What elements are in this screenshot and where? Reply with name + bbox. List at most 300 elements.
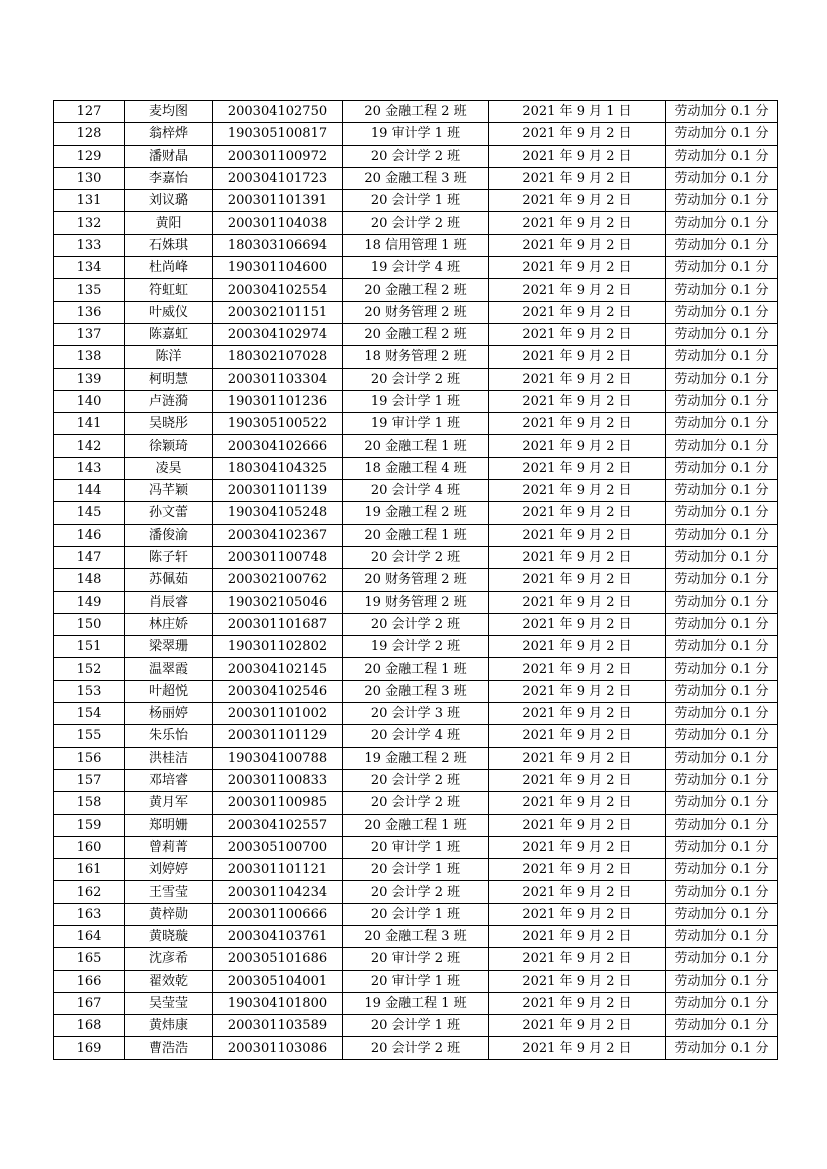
remark: 劳动加分 0.1 分 bbox=[666, 123, 778, 145]
remark: 劳动加分 0.1 分 bbox=[666, 992, 778, 1014]
table-row bbox=[54, 925, 778, 947]
row-number: 142 bbox=[54, 435, 125, 457]
student-name: 李嘉怡 bbox=[125, 167, 213, 189]
student-name: 黄晓璇 bbox=[125, 925, 213, 947]
activity-date: 2021 年 9 月 2 日 bbox=[489, 859, 666, 881]
row-number: 132 bbox=[54, 212, 125, 234]
activity-date: 2021 年 9 月 2 日 bbox=[489, 970, 666, 992]
student-id: 200301101139 bbox=[213, 480, 343, 502]
table-row bbox=[54, 903, 778, 925]
student-id: 200301100666 bbox=[213, 903, 343, 925]
row-number: 168 bbox=[54, 1015, 125, 1037]
student-id: 200304102554 bbox=[213, 279, 343, 301]
student-id: 200304101723 bbox=[213, 167, 343, 189]
record-table bbox=[53, 100, 778, 1060]
student-name: 杜尚峰 bbox=[125, 257, 213, 279]
activity-date: 2021 年 9 月 2 日 bbox=[489, 836, 666, 858]
row-number: 158 bbox=[54, 792, 125, 814]
row-number: 163 bbox=[54, 903, 125, 925]
table-row bbox=[54, 167, 778, 189]
class-name: 18 信用管理 1 班 bbox=[343, 234, 489, 256]
table-row bbox=[54, 591, 778, 613]
remark: 劳动加分 0.1 分 bbox=[666, 925, 778, 947]
class-name: 20 会计学 1 班 bbox=[343, 1015, 489, 1037]
table-row bbox=[54, 569, 778, 591]
remark: 劳动加分 0.1 分 bbox=[666, 881, 778, 903]
class-name: 19 金融工程 2 班 bbox=[343, 502, 489, 524]
activity-date: 2021 年 9 月 2 日 bbox=[489, 413, 666, 435]
remark: 劳动加分 0.1 分 bbox=[666, 546, 778, 568]
remark: 劳动加分 0.1 分 bbox=[666, 480, 778, 502]
table-row bbox=[54, 457, 778, 479]
class-name: 20 会计学 1 班 bbox=[343, 859, 489, 881]
row-number: 145 bbox=[54, 502, 125, 524]
student-id: 180303106694 bbox=[213, 234, 343, 256]
row-number: 128 bbox=[54, 123, 125, 145]
student-name: 叶超悦 bbox=[125, 680, 213, 702]
activity-date: 2021 年 9 月 1 日 bbox=[489, 101, 666, 123]
remark: 劳动加分 0.1 分 bbox=[666, 346, 778, 368]
student-name: 温翠霞 bbox=[125, 658, 213, 680]
row-number: 135 bbox=[54, 279, 125, 301]
student-name: 肖辰睿 bbox=[125, 591, 213, 613]
table-row bbox=[54, 435, 778, 457]
row-number: 133 bbox=[54, 234, 125, 256]
class-name: 20 会计学 2 班 bbox=[343, 792, 489, 814]
student-name: 卢涟漪 bbox=[125, 390, 213, 412]
student-name: 翟效乾 bbox=[125, 970, 213, 992]
class-name: 19 财务管理 2 班 bbox=[343, 591, 489, 613]
remark: 劳动加分 0.1 分 bbox=[666, 145, 778, 167]
activity-date: 2021 年 9 月 2 日 bbox=[489, 123, 666, 145]
student-id: 190304101800 bbox=[213, 992, 343, 1014]
row-number: 157 bbox=[54, 769, 125, 791]
class-name: 20 金融工程 1 班 bbox=[343, 814, 489, 836]
row-number: 166 bbox=[54, 970, 125, 992]
student-id: 200304102557 bbox=[213, 814, 343, 836]
activity-date: 2021 年 9 月 2 日 bbox=[489, 613, 666, 635]
student-id: 200301101687 bbox=[213, 613, 343, 635]
student-id: 200301101391 bbox=[213, 190, 343, 212]
remark: 劳动加分 0.1 分 bbox=[666, 948, 778, 970]
student-id: 190302105046 bbox=[213, 591, 343, 613]
table-row bbox=[54, 212, 778, 234]
student-name: 潘财晶 bbox=[125, 145, 213, 167]
table-row bbox=[54, 725, 778, 747]
student-name: 黄梓勋 bbox=[125, 903, 213, 925]
remark: 劳动加分 0.1 分 bbox=[666, 457, 778, 479]
student-id: 200301104234 bbox=[213, 881, 343, 903]
row-number: 155 bbox=[54, 725, 125, 747]
student-name: 曹浩浩 bbox=[125, 1037, 213, 1059]
table-row bbox=[54, 145, 778, 167]
class-name: 20 会计学 2 班 bbox=[343, 145, 489, 167]
row-number: 154 bbox=[54, 703, 125, 725]
student-id: 180302107028 bbox=[213, 346, 343, 368]
row-number: 138 bbox=[54, 346, 125, 368]
class-name: 18 金融工程 4 班 bbox=[343, 457, 489, 479]
student-name: 沈彦希 bbox=[125, 948, 213, 970]
row-number: 152 bbox=[54, 658, 125, 680]
activity-date: 2021 年 9 月 2 日 bbox=[489, 1037, 666, 1059]
student-name: 麦均图 bbox=[125, 101, 213, 123]
activity-date: 2021 年 9 月 2 日 bbox=[489, 948, 666, 970]
class-name: 20 金融工程 2 班 bbox=[343, 101, 489, 123]
table-row bbox=[54, 480, 778, 502]
student-id: 200301103304 bbox=[213, 368, 343, 390]
row-number: 148 bbox=[54, 569, 125, 591]
table-row bbox=[54, 703, 778, 725]
row-number: 140 bbox=[54, 390, 125, 412]
class-name: 20 审计学 1 班 bbox=[343, 836, 489, 858]
class-name: 19 会计学 2 班 bbox=[343, 636, 489, 658]
activity-date: 2021 年 9 月 2 日 bbox=[489, 390, 666, 412]
class-name: 20 会计学 2 班 bbox=[343, 769, 489, 791]
table-row bbox=[54, 502, 778, 524]
student-id: 200305100700 bbox=[213, 836, 343, 858]
student-name: 杨丽婷 bbox=[125, 703, 213, 725]
student-id: 180304104325 bbox=[213, 457, 343, 479]
row-number: 164 bbox=[54, 925, 125, 947]
activity-date: 2021 年 9 月 2 日 bbox=[489, 569, 666, 591]
student-name: 吴莹莹 bbox=[125, 992, 213, 1014]
student-id: 200301100985 bbox=[213, 792, 343, 814]
student-id: 190304105248 bbox=[213, 502, 343, 524]
student-name: 翁梓烨 bbox=[125, 123, 213, 145]
student-name: 苏佩茹 bbox=[125, 569, 213, 591]
student-id: 200302101151 bbox=[213, 301, 343, 323]
remark: 劳动加分 0.1 分 bbox=[666, 970, 778, 992]
row-number: 167 bbox=[54, 992, 125, 1014]
remark: 劳动加分 0.1 分 bbox=[666, 725, 778, 747]
class-name: 20 财务管理 2 班 bbox=[343, 301, 489, 323]
activity-date: 2021 年 9 月 2 日 bbox=[489, 368, 666, 390]
table-row bbox=[54, 747, 778, 769]
table-row bbox=[54, 881, 778, 903]
remark: 劳动加分 0.1 分 bbox=[666, 814, 778, 836]
table-row bbox=[54, 836, 778, 858]
student-name: 陈嘉虹 bbox=[125, 323, 213, 345]
table-row bbox=[54, 413, 778, 435]
remark: 劳动加分 0.1 分 bbox=[666, 390, 778, 412]
remark: 劳动加分 0.1 分 bbox=[666, 658, 778, 680]
student-id: 200304102750 bbox=[213, 101, 343, 123]
row-number: 147 bbox=[54, 546, 125, 568]
activity-date: 2021 年 9 月 2 日 bbox=[489, 234, 666, 256]
table-row bbox=[54, 546, 778, 568]
activity-date: 2021 年 9 月 2 日 bbox=[489, 257, 666, 279]
student-name: 孙文蕾 bbox=[125, 502, 213, 524]
class-name: 20 金融工程 3 班 bbox=[343, 167, 489, 189]
class-name: 20 会计学 2 班 bbox=[343, 613, 489, 635]
remark: 劳动加分 0.1 分 bbox=[666, 769, 778, 791]
activity-date: 2021 年 9 月 2 日 bbox=[489, 457, 666, 479]
student-id: 200304103761 bbox=[213, 925, 343, 947]
student-id: 200304102367 bbox=[213, 524, 343, 546]
student-id: 200301101121 bbox=[213, 859, 343, 881]
row-number: 141 bbox=[54, 413, 125, 435]
remark: 劳动加分 0.1 分 bbox=[666, 190, 778, 212]
remark: 劳动加分 0.1 分 bbox=[666, 368, 778, 390]
student-name: 洪桂洁 bbox=[125, 747, 213, 769]
student-id: 190301102802 bbox=[213, 636, 343, 658]
activity-date: 2021 年 9 月 2 日 bbox=[489, 546, 666, 568]
class-name: 20 金融工程 3 班 bbox=[343, 680, 489, 702]
remark: 劳动加分 0.1 分 bbox=[666, 1015, 778, 1037]
class-name: 20 金融工程 1 班 bbox=[343, 435, 489, 457]
student-id: 200305104001 bbox=[213, 970, 343, 992]
remark: 劳动加分 0.1 分 bbox=[666, 1037, 778, 1059]
table-row bbox=[54, 613, 778, 635]
student-id: 190301104600 bbox=[213, 257, 343, 279]
student-id: 200304102145 bbox=[213, 658, 343, 680]
activity-date: 2021 年 9 月 2 日 bbox=[489, 769, 666, 791]
student-name: 黄月军 bbox=[125, 792, 213, 814]
class-name: 20 会计学 2 班 bbox=[343, 881, 489, 903]
table-row bbox=[54, 1037, 778, 1059]
table-row bbox=[54, 658, 778, 680]
activity-date: 2021 年 9 月 2 日 bbox=[489, 502, 666, 524]
row-number: 159 bbox=[54, 814, 125, 836]
row-number: 156 bbox=[54, 747, 125, 769]
remark: 劳动加分 0.1 分 bbox=[666, 279, 778, 301]
row-number: 160 bbox=[54, 836, 125, 858]
activity-date: 2021 年 9 月 2 日 bbox=[489, 435, 666, 457]
student-id: 190305100817 bbox=[213, 123, 343, 145]
student-id: 200301103589 bbox=[213, 1015, 343, 1037]
class-name: 20 会计学 2 班 bbox=[343, 368, 489, 390]
student-id: 200301100748 bbox=[213, 546, 343, 568]
activity-date: 2021 年 9 月 2 日 bbox=[489, 323, 666, 345]
table-row bbox=[54, 680, 778, 702]
class-name: 20 会计学 1 班 bbox=[343, 190, 489, 212]
student-name: 梁翠珊 bbox=[125, 636, 213, 658]
class-name: 20 金融工程 3 班 bbox=[343, 925, 489, 947]
activity-date: 2021 年 9 月 2 日 bbox=[489, 881, 666, 903]
student-name: 刘婷婷 bbox=[125, 859, 213, 881]
class-name: 20 会计学 2 班 bbox=[343, 1037, 489, 1059]
class-name: 20 会计学 4 班 bbox=[343, 480, 489, 502]
student-id: 190304100788 bbox=[213, 747, 343, 769]
student-name: 邓培睿 bbox=[125, 769, 213, 791]
student-name: 吴晓彤 bbox=[125, 413, 213, 435]
row-number: 161 bbox=[54, 859, 125, 881]
activity-date: 2021 年 9 月 2 日 bbox=[489, 301, 666, 323]
class-name: 19 金融工程 2 班 bbox=[343, 747, 489, 769]
activity-date: 2021 年 9 月 2 日 bbox=[489, 212, 666, 234]
activity-date: 2021 年 9 月 2 日 bbox=[489, 480, 666, 502]
remark: 劳动加分 0.1 分 bbox=[666, 502, 778, 524]
class-name: 19 会计学 4 班 bbox=[343, 257, 489, 279]
activity-date: 2021 年 9 月 2 日 bbox=[489, 925, 666, 947]
row-number: 137 bbox=[54, 323, 125, 345]
row-number: 134 bbox=[54, 257, 125, 279]
student-id: 200301100972 bbox=[213, 145, 343, 167]
row-number: 129 bbox=[54, 145, 125, 167]
activity-date: 2021 年 9 月 2 日 bbox=[489, 680, 666, 702]
activity-date: 2021 年 9 月 2 日 bbox=[489, 903, 666, 925]
remark: 劳动加分 0.1 分 bbox=[666, 903, 778, 925]
table-row bbox=[54, 257, 778, 279]
activity-date: 2021 年 9 月 2 日 bbox=[489, 346, 666, 368]
class-name: 19 金融工程 1 班 bbox=[343, 992, 489, 1014]
class-name: 19 审计学 1 班 bbox=[343, 413, 489, 435]
activity-date: 2021 年 9 月 2 日 bbox=[489, 747, 666, 769]
remark: 劳动加分 0.1 分 bbox=[666, 636, 778, 658]
student-name: 冯芊颖 bbox=[125, 480, 213, 502]
table-row bbox=[54, 390, 778, 412]
class-name: 20 会计学 2 班 bbox=[343, 546, 489, 568]
student-name: 林庄娇 bbox=[125, 613, 213, 635]
row-number: 149 bbox=[54, 591, 125, 613]
student-id: 200305101686 bbox=[213, 948, 343, 970]
student-name: 黄阳 bbox=[125, 212, 213, 234]
remark: 劳动加分 0.1 分 bbox=[666, 524, 778, 546]
class-name: 20 金融工程 1 班 bbox=[343, 524, 489, 546]
table-row bbox=[54, 368, 778, 390]
remark: 劳动加分 0.1 分 bbox=[666, 747, 778, 769]
student-id: 200304102666 bbox=[213, 435, 343, 457]
student-id: 200301104038 bbox=[213, 212, 343, 234]
table-row bbox=[54, 814, 778, 836]
row-number: 150 bbox=[54, 613, 125, 635]
class-name: 20 金融工程 1 班 bbox=[343, 658, 489, 680]
remark: 劳动加分 0.1 分 bbox=[666, 323, 778, 345]
remark: 劳动加分 0.1 分 bbox=[666, 301, 778, 323]
activity-date: 2021 年 9 月 2 日 bbox=[489, 190, 666, 212]
remark: 劳动加分 0.1 分 bbox=[666, 101, 778, 123]
row-number: 139 bbox=[54, 368, 125, 390]
row-number: 151 bbox=[54, 636, 125, 658]
remark: 劳动加分 0.1 分 bbox=[666, 703, 778, 725]
remark: 劳动加分 0.1 分 bbox=[666, 680, 778, 702]
student-name: 陈子轩 bbox=[125, 546, 213, 568]
activity-date: 2021 年 9 月 2 日 bbox=[489, 703, 666, 725]
row-number: 153 bbox=[54, 680, 125, 702]
remark: 劳动加分 0.1 分 bbox=[666, 167, 778, 189]
row-number: 146 bbox=[54, 524, 125, 546]
table-row bbox=[54, 190, 778, 212]
remark: 劳动加分 0.1 分 bbox=[666, 234, 778, 256]
table-row bbox=[54, 279, 778, 301]
activity-date: 2021 年 9 月 2 日 bbox=[489, 1015, 666, 1037]
activity-date: 2021 年 9 月 2 日 bbox=[489, 279, 666, 301]
class-name: 20 财务管理 2 班 bbox=[343, 569, 489, 591]
student-name: 朱乐怡 bbox=[125, 725, 213, 747]
remark: 劳动加分 0.1 分 bbox=[666, 435, 778, 457]
row-number: 144 bbox=[54, 480, 125, 502]
remark: 劳动加分 0.1 分 bbox=[666, 257, 778, 279]
table-row bbox=[54, 769, 778, 791]
table-row bbox=[54, 524, 778, 546]
table-row bbox=[54, 859, 778, 881]
table-row bbox=[54, 234, 778, 256]
remark: 劳动加分 0.1 分 bbox=[666, 591, 778, 613]
student-name: 陈洋 bbox=[125, 346, 213, 368]
student-name: 符虹虹 bbox=[125, 279, 213, 301]
activity-date: 2021 年 9 月 2 日 bbox=[489, 792, 666, 814]
class-name: 20 金融工程 2 班 bbox=[343, 279, 489, 301]
student-name: 黄炜康 bbox=[125, 1015, 213, 1037]
row-number: 136 bbox=[54, 301, 125, 323]
student-name: 潘俊渝 bbox=[125, 524, 213, 546]
student-id: 200301103086 bbox=[213, 1037, 343, 1059]
class-name: 20 金融工程 2 班 bbox=[343, 323, 489, 345]
class-name: 20 审计学 1 班 bbox=[343, 970, 489, 992]
activity-date: 2021 年 9 月 2 日 bbox=[489, 814, 666, 836]
activity-date: 2021 年 9 月 2 日 bbox=[489, 167, 666, 189]
table-row bbox=[54, 992, 778, 1014]
table-row bbox=[54, 101, 778, 123]
student-id: 200304102546 bbox=[213, 680, 343, 702]
row-number: 165 bbox=[54, 948, 125, 970]
class-name: 19 审计学 1 班 bbox=[343, 123, 489, 145]
class-name: 20 会计学 2 班 bbox=[343, 212, 489, 234]
class-name: 19 会计学 1 班 bbox=[343, 390, 489, 412]
remark: 劳动加分 0.1 分 bbox=[666, 836, 778, 858]
table-row bbox=[54, 346, 778, 368]
class-name: 18 财务管理 2 班 bbox=[343, 346, 489, 368]
student-id: 200301101129 bbox=[213, 725, 343, 747]
row-number: 169 bbox=[54, 1037, 125, 1059]
student-name: 刘议璐 bbox=[125, 190, 213, 212]
row-number: 127 bbox=[54, 101, 125, 123]
class-name: 20 会计学 4 班 bbox=[343, 725, 489, 747]
student-name: 石姝琪 bbox=[125, 234, 213, 256]
table-row bbox=[54, 301, 778, 323]
table-row bbox=[54, 636, 778, 658]
table-row bbox=[54, 792, 778, 814]
activity-date: 2021 年 9 月 2 日 bbox=[489, 591, 666, 613]
activity-date: 2021 年 9 月 2 日 bbox=[489, 725, 666, 747]
class-name: 20 审计学 2 班 bbox=[343, 948, 489, 970]
table-row bbox=[54, 123, 778, 145]
remark: 劳动加分 0.1 分 bbox=[666, 413, 778, 435]
table-row bbox=[54, 323, 778, 345]
student-name: 王雪莹 bbox=[125, 881, 213, 903]
activity-date: 2021 年 9 月 2 日 bbox=[489, 524, 666, 546]
table-row bbox=[54, 1015, 778, 1037]
class-name: 20 会计学 3 班 bbox=[343, 703, 489, 725]
student-id: 200302100762 bbox=[213, 569, 343, 591]
remark: 劳动加分 0.1 分 bbox=[666, 569, 778, 591]
record-table-body bbox=[54, 101, 778, 1060]
row-number: 143 bbox=[54, 457, 125, 479]
activity-date: 2021 年 9 月 2 日 bbox=[489, 636, 666, 658]
student-name: 柯明慧 bbox=[125, 368, 213, 390]
activity-date: 2021 年 9 月 2 日 bbox=[489, 992, 666, 1014]
remark: 劳动加分 0.1 分 bbox=[666, 859, 778, 881]
remark: 劳动加分 0.1 分 bbox=[666, 212, 778, 234]
activity-date: 2021 年 9 月 2 日 bbox=[489, 145, 666, 167]
student-name: 郑明姗 bbox=[125, 814, 213, 836]
activity-date: 2021 年 9 月 2 日 bbox=[489, 658, 666, 680]
student-id: 190305100522 bbox=[213, 413, 343, 435]
remark: 劳动加分 0.1 分 bbox=[666, 613, 778, 635]
student-name: 凌昊 bbox=[125, 457, 213, 479]
row-number: 162 bbox=[54, 881, 125, 903]
student-id: 190301101236 bbox=[213, 390, 343, 412]
student-id: 200304102974 bbox=[213, 323, 343, 345]
remark: 劳动加分 0.1 分 bbox=[666, 792, 778, 814]
student-name: 曾莉菁 bbox=[125, 836, 213, 858]
student-id: 200301100833 bbox=[213, 769, 343, 791]
row-number: 130 bbox=[54, 167, 125, 189]
table-row bbox=[54, 970, 778, 992]
student-id: 200301101002 bbox=[213, 703, 343, 725]
class-name: 20 会计学 1 班 bbox=[343, 903, 489, 925]
table-row bbox=[54, 948, 778, 970]
